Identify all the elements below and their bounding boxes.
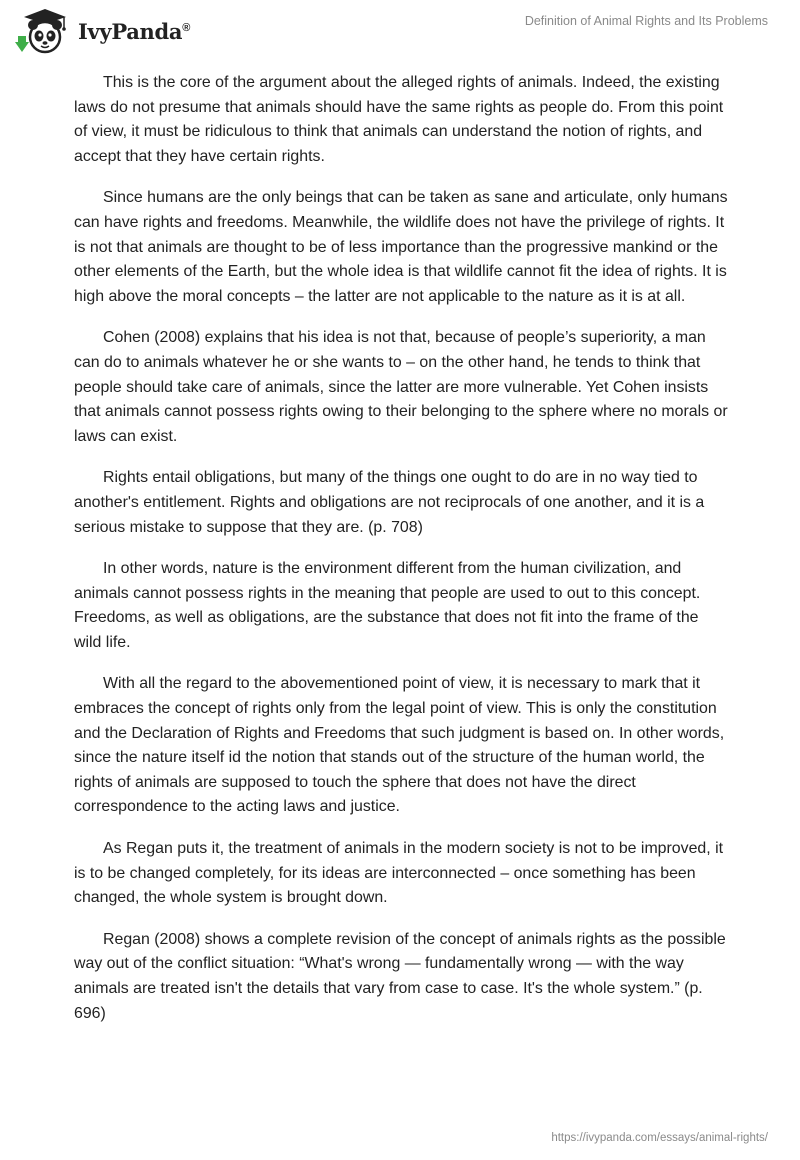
paragraph-8: Regan (2008) shows a complete revision of the concept of animals rights as the possible way out of the conflict situation: “What's wrong — fundamentally wrong — with the way animals are treated isn't the details that vary from case to case. It's the whole system.” (p. 696) <box>74 930 726 1022</box>
paragraph-5: In other words, nature is the environment different from the human civilization, and animals cannot possess rights in the meaning that people are used to out to this concept. Freedoms, as well as obligations, are the substance that does not fit into the frame of the wild life. <box>74 560 701 651</box>
paragraph-1: This is the core of the argument about the alleged rights of animals. Indeed, the existing laws do not presume that animals should have the same rights as people do. From this point of view, it must be ridiculous to think that animals can understand the notion of rights, and accept that they have certain rights. <box>74 74 724 165</box>
paragraph-2: Since humans are the only beings that can be taken as sane and articulate, only humans can have rights and freedoms. Meanwhile, the wildlife does not have the privilege of rights. It is not that animals are thought to be of less importance than the progressive mankind or the other elements of the Earth, but the whole idea is that wildlife cannot fit the idea of rights. It is high above the moral concepts – the latter are not applicable to the nature as it is at all. <box>74 189 728 305</box>
brand-name: IvyPanda® <box>78 19 191 44</box>
paragraph-3: Cohen (2008) explains that his idea is not that, because of people’s superiority, a man can do to animals whatever he or she wants to – on the other hand, he tends to think that people should take care of animals, since the latter are more vulnerable. Yet Cohen insists that animals cannot possess rights owing to their belonging to the sphere where no morals or laws can exist. <box>74 329 728 445</box>
essay-body <box>74 71 728 1043</box>
ivypanda-logo[interactable] <box>14 6 191 56</box>
page-header <box>0 0 800 60</box>
paragraph-7: As Regan puts it, the treatment of animals in the modern society is not to be improved, it is to be changed completely, for its ideas are interconnected – once something has been changed, the whole system is brought down. <box>74 840 724 907</box>
document-title: Definition of Animal Rights and Its Problems <box>524 14 768 28</box>
source-url-link[interactable]: https://ivypanda.com/essays/animal-rights/ <box>551 1132 768 1144</box>
paragraph-4-quote: Rights entail obligations, but many of the things one ought to do are in no way tied to another's entitlement. Rights and obligations are not reciprocals of one another, and it is a serious mistake to suppose that they are. (p. 708) <box>74 469 705 536</box>
panda-logo-icon <box>14 6 76 56</box>
paragraph-6: With all the regard to the abovementioned point of view, it is necessary to mark that it embraces the concept of rights only from the legal point of view. This is only the constitution and the Declaration of Rights and Freedoms that such judgment is based on. In other words, since the nature itself id the notion that stands out of the structure of the human world, the rights of animals are supposed to touch the sphere that does not have the direct correspondence to the acting laws and justice. <box>74 675 725 816</box>
